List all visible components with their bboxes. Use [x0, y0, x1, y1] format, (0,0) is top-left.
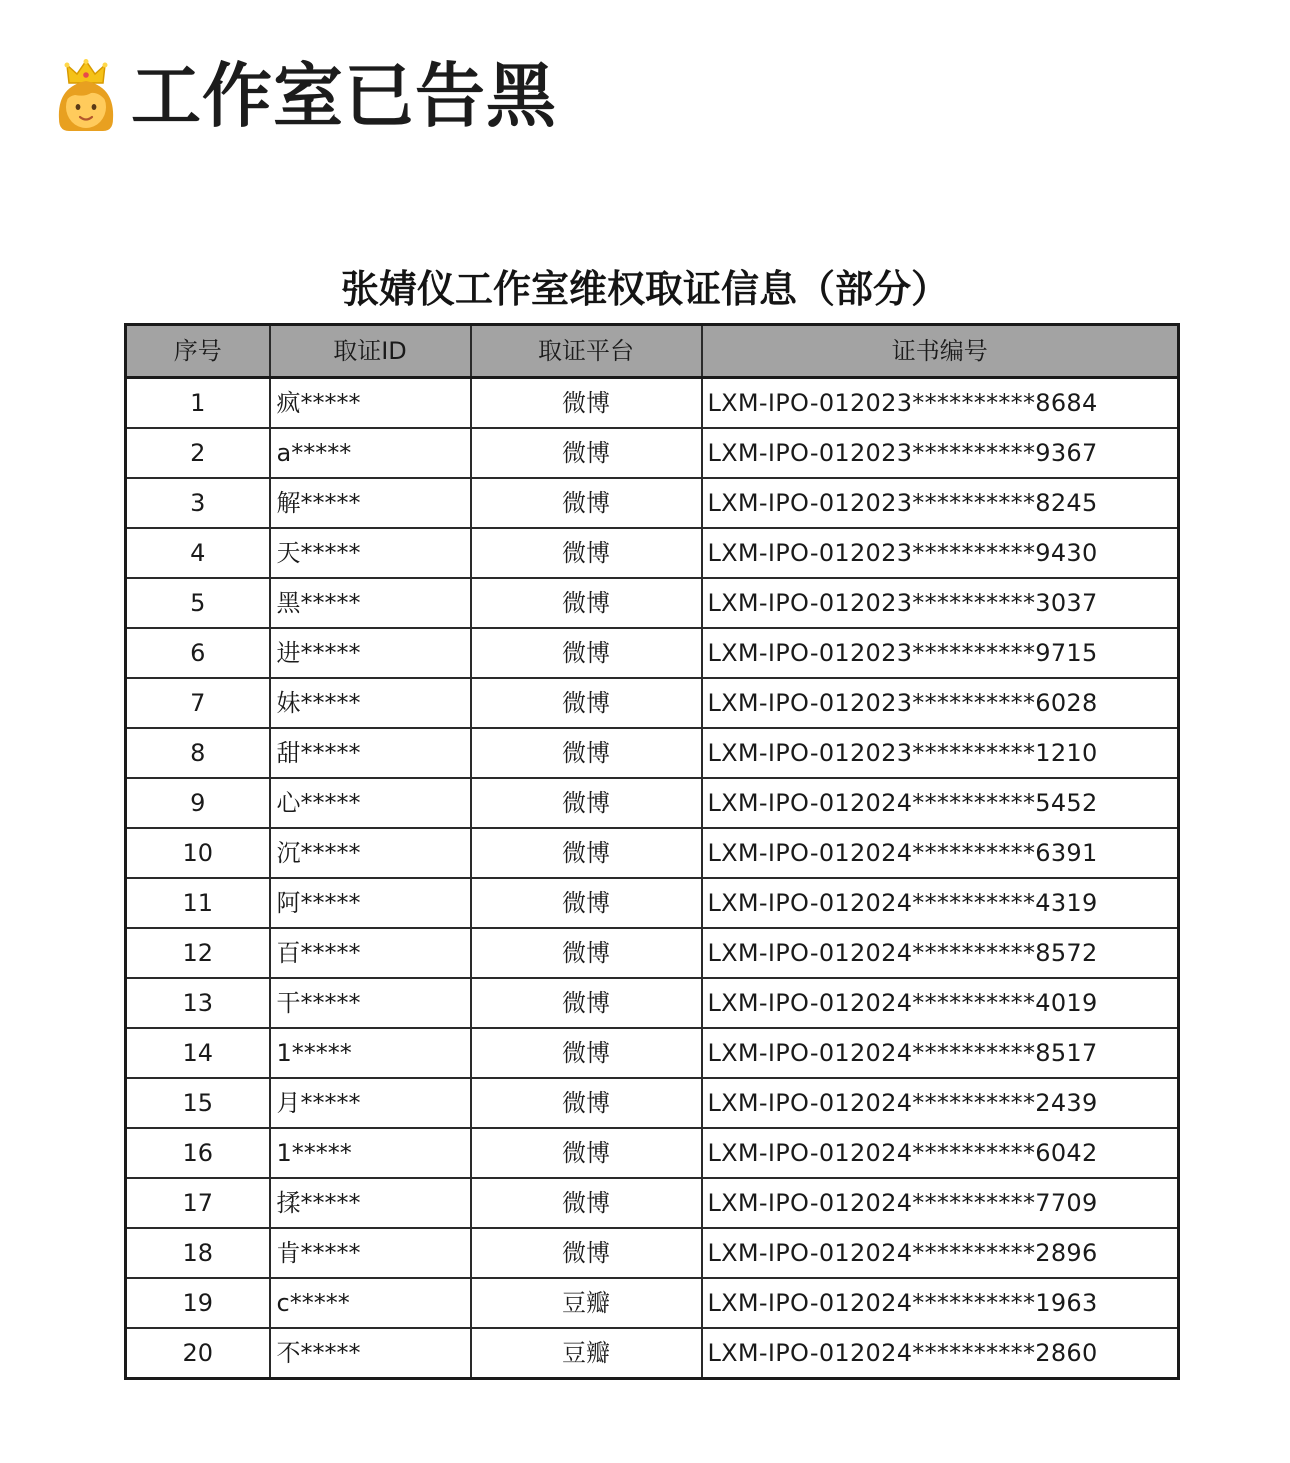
table-header	[126, 325, 1179, 378]
cell-serial-no: 7	[126, 678, 270, 728]
table-row	[126, 1178, 1179, 1228]
cell-evidence-id: 百*****	[270, 928, 471, 978]
cell-evidence-id: 干*****	[270, 978, 471, 1028]
cell-evidence-id: 解*****	[270, 478, 471, 528]
cell-platform: 豆瓣	[471, 1328, 702, 1379]
cell-evidence-id: 妹*****	[270, 678, 471, 728]
header-platform: 取证平台	[471, 325, 702, 378]
cell-certificate-no: LXM-IPO-012023**********9430	[702, 528, 1179, 578]
table-body	[126, 378, 1179, 1379]
cell-evidence-id: 1*****	[270, 1128, 471, 1178]
cell-evidence-id: 沉*****	[270, 828, 471, 878]
cell-certificate-no: LXM-IPO-012024**********2439	[702, 1078, 1179, 1128]
cell-serial-no: 15	[126, 1078, 270, 1128]
cell-certificate-no: LXM-IPO-012024**********5452	[702, 778, 1179, 828]
table-row	[126, 478, 1179, 528]
cell-certificate-no: LXM-IPO-012024**********8517	[702, 1028, 1179, 1078]
cell-certificate-no: LXM-IPO-012024**********7709	[702, 1178, 1179, 1228]
table-row	[126, 1278, 1179, 1328]
cell-serial-no: 11	[126, 878, 270, 928]
cell-platform: 微博	[471, 878, 702, 928]
cell-platform: 微博	[471, 478, 702, 528]
table-row	[126, 428, 1179, 478]
cell-certificate-no: LXM-IPO-012024**********4319	[702, 878, 1179, 928]
cell-platform: 微博	[471, 778, 702, 828]
cell-platform: 微博	[471, 378, 702, 429]
table-row	[126, 578, 1179, 628]
cell-serial-no: 6	[126, 628, 270, 678]
cell-platform: 微博	[471, 628, 702, 678]
cell-evidence-id: 月*****	[270, 1078, 471, 1128]
cell-platform: 微博	[471, 428, 702, 478]
cell-platform: 微博	[471, 978, 702, 1028]
cell-certificate-no: LXM-IPO-012023**********9715	[702, 628, 1179, 678]
header-serial-no: 序号	[126, 325, 270, 378]
header-row	[126, 325, 1179, 378]
cell-certificate-no: LXM-IPO-012024**********6391	[702, 828, 1179, 878]
cell-serial-no: 17	[126, 1178, 270, 1228]
cell-certificate-no: LXM-IPO-012023**********9367	[702, 428, 1179, 478]
cell-certificate-no: LXM-IPO-012023**********1210	[702, 728, 1179, 778]
cell-platform: 微博	[471, 828, 702, 878]
header-certificate-no: 证书编号	[702, 325, 1179, 378]
table-row	[126, 1078, 1179, 1128]
cell-evidence-id: 不*****	[270, 1328, 471, 1379]
cell-platform: 微博	[471, 728, 702, 778]
cell-certificate-no: LXM-IPO-012024**********1963	[702, 1278, 1179, 1328]
cell-serial-no: 16	[126, 1128, 270, 1178]
cell-evidence-id: 肯*****	[270, 1228, 471, 1278]
cell-certificate-no: LXM-IPO-012023**********3037	[702, 578, 1179, 628]
table-row	[126, 1328, 1179, 1379]
cell-certificate-no: LXM-IPO-012024**********8572	[702, 928, 1179, 978]
cell-evidence-id: c*****	[270, 1278, 471, 1328]
cell-certificate-no: LXM-IPO-012023**********8245	[702, 478, 1179, 528]
princess-emoji-icon	[55, 59, 117, 133]
cell-evidence-id: 甜*****	[270, 728, 471, 778]
table-row	[126, 628, 1179, 678]
cell-certificate-no: LXM-IPO-012024**********6042	[702, 1128, 1179, 1178]
table-row	[126, 928, 1179, 978]
table-row	[126, 778, 1179, 828]
cell-serial-no: 9	[126, 778, 270, 828]
cell-certificate-no: LXM-IPO-012024**********4019	[702, 978, 1179, 1028]
table-row	[126, 1028, 1179, 1078]
cell-certificate-no: LXM-IPO-012024**********2896	[702, 1228, 1179, 1278]
cell-evidence-id: 1*****	[270, 1028, 471, 1078]
table-row	[126, 978, 1179, 1028]
cell-serial-no: 2	[126, 428, 270, 478]
header-evidence-id: 取证ID	[270, 325, 471, 378]
cell-serial-no: 1	[126, 378, 270, 429]
cell-platform: 微博	[471, 1028, 702, 1078]
cell-platform: 微博	[471, 678, 702, 728]
cell-serial-no: 19	[126, 1278, 270, 1328]
cell-serial-no: 14	[126, 1028, 270, 1078]
cell-platform: 豆瓣	[471, 1278, 702, 1328]
cell-evidence-id: 黑*****	[270, 578, 471, 628]
cell-serial-no: 8	[126, 728, 270, 778]
cell-evidence-id: a*****	[270, 428, 471, 478]
cell-platform: 微博	[471, 1078, 702, 1128]
table-row	[126, 878, 1179, 928]
cell-platform: 微博	[471, 928, 702, 978]
table-row	[126, 678, 1179, 728]
table-row	[126, 1228, 1179, 1278]
table-row	[126, 378, 1179, 429]
cell-platform: 微博	[471, 1178, 702, 1228]
cell-platform: 微博	[471, 528, 702, 578]
cell-serial-no: 13	[126, 978, 270, 1028]
cell-serial-no: 12	[126, 928, 270, 978]
cell-evidence-id: 阿*****	[270, 878, 471, 928]
cell-platform: 微博	[471, 578, 702, 628]
cell-evidence-id: 进*****	[270, 628, 471, 678]
table-title: 张婧仪工作室维权取证信息（部分）	[340, 267, 949, 311]
cell-evidence-id: 疯*****	[270, 378, 471, 429]
cell-certificate-no: LXM-IPO-012024**********2860	[702, 1328, 1179, 1379]
evidence-table	[124, 323, 1180, 1380]
cell-serial-no: 10	[126, 828, 270, 878]
cell-serial-no: 4	[126, 528, 270, 578]
cell-evidence-id: 心*****	[270, 778, 471, 828]
table-row	[126, 728, 1179, 778]
cell-evidence-id: 揉*****	[270, 1178, 471, 1228]
cell-serial-no: 20	[126, 1328, 270, 1379]
table-row	[126, 1128, 1179, 1178]
cell-serial-no: 18	[126, 1228, 270, 1278]
table-row	[126, 828, 1179, 878]
cell-serial-no: 5	[126, 578, 270, 628]
cell-serial-no: 3	[126, 478, 270, 528]
table-row	[126, 528, 1179, 578]
headline	[55, 52, 557, 140]
cell-certificate-no: LXM-IPO-012023**********6028	[702, 678, 1179, 728]
cell-platform: 微博	[471, 1128, 702, 1178]
cell-platform: 微博	[471, 1228, 702, 1278]
headline-text: 工作室已告黑	[131, 55, 557, 137]
cell-certificate-no: LXM-IPO-012023**********8684	[702, 378, 1179, 429]
cell-evidence-id: 天*****	[270, 528, 471, 578]
